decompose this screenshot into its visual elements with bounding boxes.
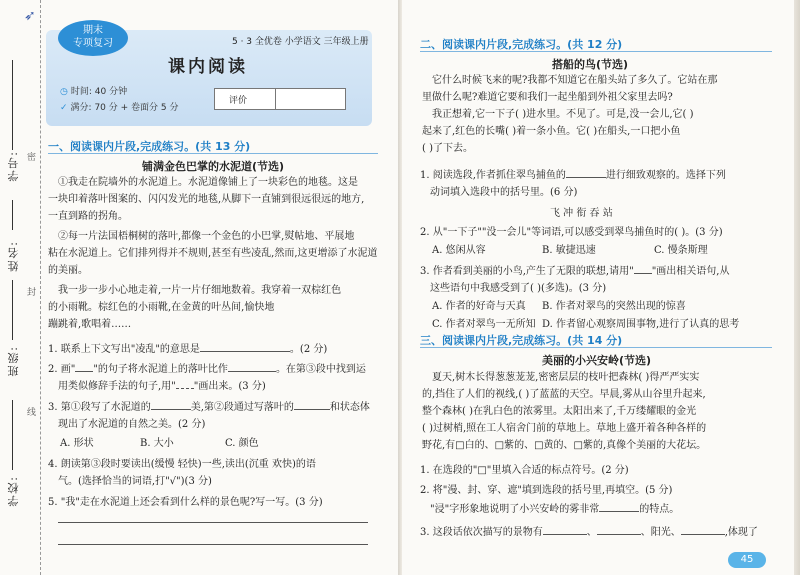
question-3-3 (420, 523, 758, 538)
question-text: "画出相关语句,从 (651, 266, 730, 277)
passage-line: 的小雨靴。棕红色的小雨靴,在金黄的叶丛间,愉快地 (48, 302, 275, 313)
page-title: 课内阅读 (168, 57, 248, 77)
left-page (0, 0, 398, 575)
question-text: 。(2 分) (289, 344, 328, 355)
binding-line (12, 400, 13, 470)
time-text: 时间: 40 分钟 (70, 87, 128, 97)
review-badge (58, 20, 128, 56)
answer-blank[interactable] (597, 534, 641, 535)
answer-blank[interactable] (151, 409, 191, 410)
rocket-icon: ➶ (24, 8, 36, 24)
passage-3-title: 美丽的小兴安岭(节选) (542, 354, 652, 367)
question-text: 1. 阅读选段,作者抓住翠鸟捕鱼的 (420, 170, 566, 181)
divider (48, 153, 378, 154)
question-text: "的句子将水泥道上的落叶比作 (93, 364, 228, 375)
cut-mark: 线 (27, 408, 37, 418)
option-c[interactable]: C. 颜色 (225, 438, 259, 449)
passage-1-title: 铺满金色巴掌的水泥道(节选) (142, 160, 285, 173)
passage-line: 一块印着落叶图案的、闪闪发光的地毯,从脚下一直铺到很远很远的地方, (48, 194, 365, 205)
check-icon: ✓ (60, 103, 68, 113)
question-3 (48, 398, 370, 413)
question-text: 、阳光、 (640, 527, 681, 538)
question-2-1-cont: 动词填入选段中的括号里。(6 分) (430, 187, 578, 198)
divider (420, 347, 772, 348)
score-label: 评价 (229, 96, 248, 106)
passage-line: 的美丽。 (48, 265, 88, 276)
option-b[interactable]: B. 作者对翠鸟的突然出现的惊喜 (542, 301, 686, 312)
passage-line: ②每一片法国梧桐树的落叶,都像一个金色的小巴掌,熨帖地、平展地 (58, 231, 355, 242)
question-text: 和状态体 (329, 402, 370, 413)
answer-blank[interactable] (228, 371, 276, 372)
score-info (60, 100, 178, 113)
passage-2-title: 搭船的鸟(节选) (552, 58, 629, 71)
verb-bank: 飞 冲 衔 吞 站 (550, 208, 613, 219)
name-label: 姓名: (7, 240, 20, 272)
question-3-1: 1. 在选段的"□"里填入合适的标点符号。(2 分) (420, 465, 629, 476)
mark-sample (176, 388, 194, 389)
passage-line: 我正想着,它一下子( )进水里。不见了。可是,没一会儿,它( ) (432, 109, 694, 120)
binding-line (12, 60, 13, 150)
question-2-1 (420, 166, 726, 181)
passage-line: ( )了下去。 (422, 143, 473, 154)
question-text: "画出来。(3 分) (193, 381, 266, 392)
badge-line: 专项复习 (73, 38, 113, 49)
answer-blank[interactable] (681, 534, 725, 535)
option-a[interactable]: A. 作者的好奇与天真 (432, 301, 526, 312)
question-text: 。在第③段中找到运 (275, 364, 366, 375)
passage-line: 一直到路的拐角。 (48, 211, 128, 222)
question-3-cont: 现出了水泥道的自然之美。(2 分) (58, 419, 206, 430)
question-text: "浸"字形象地说明了小兴安岭的雾非常 (430, 504, 600, 515)
question-2-3 (420, 262, 729, 277)
question-text: 、 (586, 527, 597, 538)
option-c[interactable]: C. 慢条斯理 (654, 245, 708, 256)
passage-line: ( )过树梢,照在工人宿舍门前的草地上。草地上盛开着各种各样的 (422, 423, 707, 434)
passage-line: 整个森林( )在乳白色的浓雾里。太阳出来了,千万缕耀眼的金光 (422, 406, 697, 417)
question-text: ,体现了 (724, 527, 758, 538)
school-label: 学校: (7, 475, 20, 507)
question-1 (48, 340, 327, 355)
question-4: 4. 朗读第③段时要读出(缓慢 轻快)一些,读出(沉重 欢快)的语 (48, 459, 316, 470)
option-b[interactable]: B. 敏捷迅速 (542, 245, 596, 256)
score-box[interactable] (214, 88, 346, 110)
question-3-2: 2. 将"漫、封、穿、遮"填到选段的括号里,再填空。(5 分) (420, 485, 673, 496)
question-2-cont (58, 377, 266, 392)
mark-sample (634, 273, 652, 274)
passage-line: 起来了,红色的长嘴( )着一条小鱼。它( )在船头,一口把小鱼 (422, 126, 681, 137)
class-label: 班级: (7, 345, 20, 377)
question-2-2: 2. 从"一下子""没一会儿"等词语,可以感受到翠鸟捕鱼时的( )。(3 分) (420, 227, 723, 238)
question-text: 的特点。 (639, 504, 680, 515)
option-a[interactable]: A. 形状 (60, 438, 94, 449)
section-3-heading: 三、阅读课内片段,完成练习。(共 14 分) (420, 334, 623, 347)
page-edge (794, 0, 800, 575)
answer-blank[interactable] (566, 177, 606, 178)
answer-blank[interactable] (543, 534, 587, 535)
page-number: 45 (728, 552, 766, 568)
series-label: 5 · 3 全优卷 小学语文 三年级上册 (232, 37, 369, 47)
binding-line (12, 200, 13, 230)
answer-blank[interactable] (294, 409, 330, 410)
question-text: 3. 这段话依次描写的景物有 (420, 527, 543, 538)
passage-line: 野花,有□白的、□紫的、□黄的、□紫的,真像个美丽的大花坛。 (422, 440, 707, 451)
question-2 (48, 360, 366, 375)
option-c[interactable]: C. 作者对翠鸟一无所知 (432, 319, 536, 330)
answer-blank[interactable] (200, 351, 290, 352)
answer-blank[interactable] (599, 511, 639, 512)
passage-line: 夏天,树木长得葱葱茏茏,密密层层的枝叶把森林( )得严严实实 (432, 372, 700, 383)
cut-mark: 密 (27, 153, 37, 163)
binding-line (12, 280, 13, 340)
question-text: 美,第②段通过写落叶的 (190, 402, 294, 413)
question-5: 5. "我"走在水泥道上还会看到什么样的景色呢?写一写。(3 分) (48, 497, 323, 508)
question-text: 2. 画" (48, 364, 76, 375)
passage-line: 它什么时候飞来的呢?我都不知道它在船头站了多久了。它站在那 (432, 75, 718, 86)
badge-line: 期末 (83, 25, 103, 36)
divider (420, 51, 772, 52)
right-page (402, 0, 800, 575)
passage-line: 蹦跳着,歌唱着…… (48, 319, 132, 330)
cut-mark: 封 (27, 288, 37, 298)
passage-line: 里做什么呢?难道它要和我们一起坐船到外祖父家里去吗? (422, 92, 673, 103)
passage-line: ①我走在院墙外的水泥道上。水泥道像铺上了一块彩色的地毯。这是 (58, 177, 358, 188)
passage-line: 的,挡住了人们的视线,( )了蓝蓝的天空。早晨,雾从山谷里升起来, (422, 389, 706, 400)
section-1-heading: 一、阅读课内片段,完成练习。(共 13 分) (48, 140, 251, 153)
question-3-2-cont (430, 500, 679, 515)
option-b[interactable]: B. 大小 (140, 438, 174, 449)
student-id-label: 学号: (7, 150, 20, 182)
question-text: 3. 第①段写了水泥道的 (48, 402, 151, 413)
clock-icon: ◷ (60, 87, 68, 97)
full-score-text: 满分: 70 分 + 卷面分 5 分 (70, 103, 179, 113)
question-2-3-cont: 这些语句中我感受到了( )(多选)。(3 分) (430, 283, 607, 294)
question-text: 1. 联系上下文写出"凌乱"的意思是 (48, 344, 200, 355)
option-a[interactable]: A. 悠闲从容 (432, 245, 486, 256)
passage-line: 我一步一步小心地走着,一片一片仔细地数着。我穿着一双棕红色 (58, 285, 342, 296)
time-info (60, 84, 127, 97)
question-text: 用类似修辞手法的句子,用" (58, 381, 176, 392)
mark-sample (75, 371, 93, 372)
passage-line: 粘在水泥道上。它们排列得并不规则,甚至有些凌乱,然而,这更增添了水泥道 (48, 248, 378, 259)
answer-line[interactable] (58, 522, 368, 523)
question-text: 3. 作者看到美丽的小鸟,产生了无限的联想,请用" (420, 266, 634, 277)
section-2-heading: 二、阅读课内片段,完成练习。(共 12 分) (420, 38, 623, 51)
option-d[interactable]: D. 作者留心观察周围事物,进行了认真的思考 (542, 319, 740, 330)
question-text: 进行细致观察的。选择下列 (605, 170, 726, 181)
question-4-cont: 气。(选择恰当的词语,打"√")(3 分) (58, 476, 212, 487)
binding-strip (0, 0, 41, 575)
answer-line[interactable] (58, 544, 368, 545)
